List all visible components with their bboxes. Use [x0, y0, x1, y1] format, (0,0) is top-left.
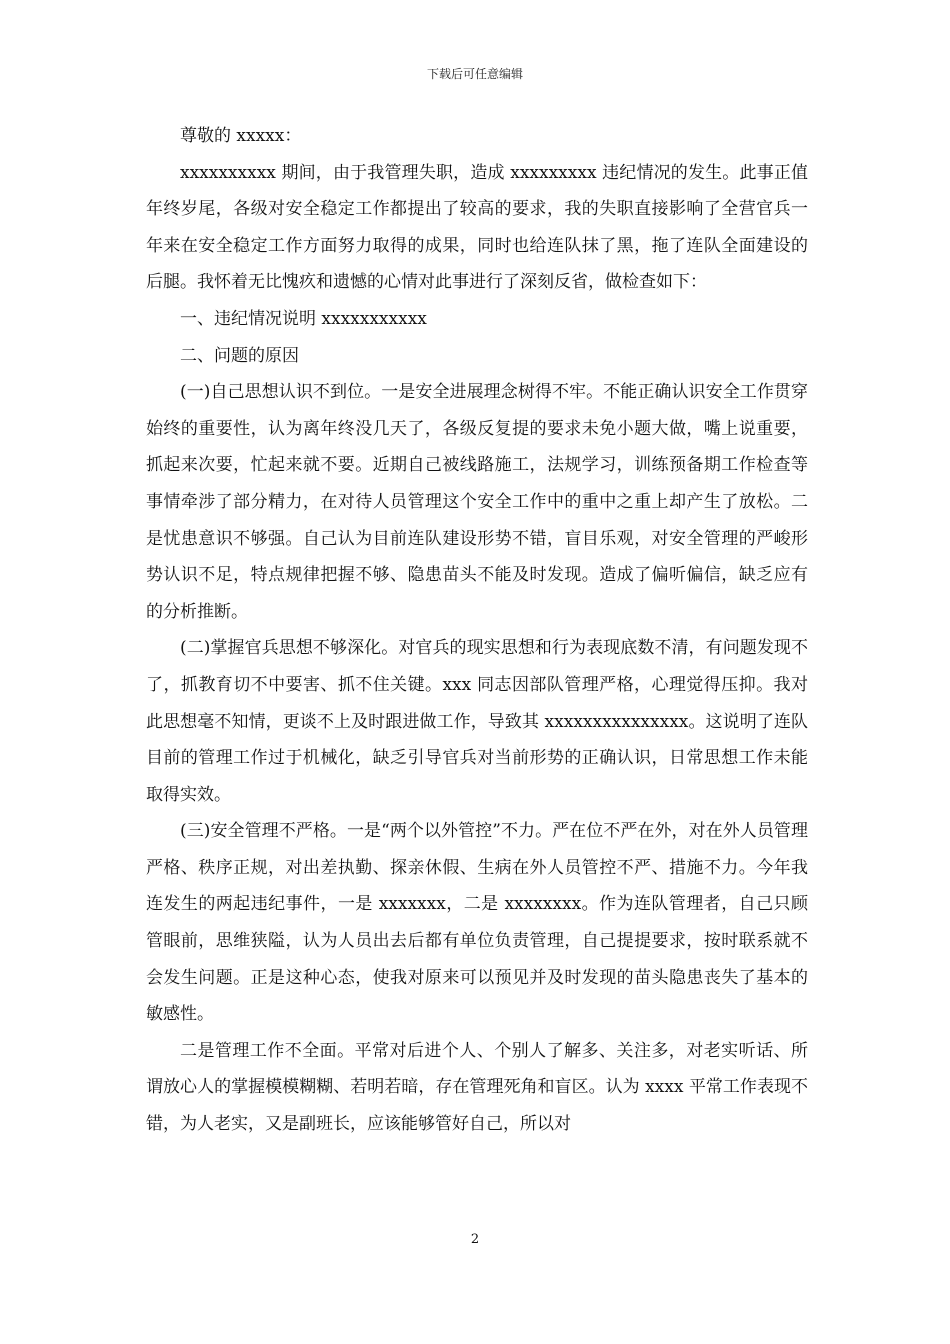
paragraph-reason-3b: 二是管理工作不全面。平常对后进个人、个别人了解多、关注多，对老实听话、所谓放心人的掌握模模糊糊、若明若暗，存在管理死角和盲区。认为 xxxx 平常工作表现不错，为人老实，又是副班长，应该能够管好自己，所以对 [146, 1040, 808, 1135]
document-body [146, 118, 808, 1143]
salutation: 尊敬的 xxxxx： [180, 126, 302, 146]
paragraph-reason-1: (一)自己思想认识不到位。一是安全进展理念树得不牢。不能正确认识安全工作贯穿始终的重要性，认为离年终没几天了，各级反复提的要求未免小题大做，嘴上说重要，抓起来次要，忙起来就不要。近期自己被线路施工，法规学习，训练预备期工作检查等事情牵涉了部分精力，在对待人员管理这个安全工作中的重中之重上却产生了放松。二是忧患意识不够强。自己认为目前连队建设形势不错，盲目乐观，对安全管理的严峻形势认识不足，特点规律把握不够、隐患苗头不能及时发现。造成了偏听偏信，缺乏应有的分析推断。 [146, 382, 808, 622]
page-header: 下载后可任意编辑 [426, 67, 523, 81]
paragraph-reason-3: (三)安全管理不严格。一是“两个以外管控”不力。严在位不严在外，对在外人员管理严格、秩序正规，对出差执勤、探亲休假、生病在外人员管控不严、措施不力。今年我连发生的两起违纪事件，一是 xxxxxxx，二是 xxxxxxxx。作为连队管理者，自己只顾管眼前，思维狭隘，认为人员出去后都有单位负责管理，自己提提要求，按时联系就不会发生问题。正是这种心态，使我对原来可以预见并及时发现的苗头隐患丧失了基本的敏感性。 [146, 821, 808, 1025]
paragraph-reason-2: (二)掌握官兵思想不够深化。对官兵的现实思想和行为表现底数不清，有问题发现不了，抓教育切不中要害、抓不住关键。xxx 同志因部队管理严格，心理觉得压抑。我对此思想毫不知情，更谈不上及时跟进做工作，导致其 xxxxxxxxxxxxxxx。这说明了连队目前的管理工作过于机械化，缺乏引导官兵对当前形势的正确认识，日常思想工作未能取得实效。 [146, 638, 808, 805]
section-heading-2: 二、问题的原因 [180, 345, 299, 366]
paragraph-intro: xxxxxxxxxx 期间，由于我管理失职，造成 xxxxxxxxx 违纪情况的发生。此事正值年终岁尾，各级对安全稳定工作都提出了较高的要求，我的失职直接影响了全营官兵一年来在安全稳定工作方面努力取得的成果，同时也给连队抹了黑，拖了连队全面建设的后腿。我怀着无比愧疚和遗憾的心情对此事进行了深刻反省，做检查如下： [146, 162, 808, 293]
section-heading-1: 一、违纪情况说明 xxxxxxxxxxx [180, 308, 427, 329]
page-number: 2 [470, 1232, 480, 1247]
